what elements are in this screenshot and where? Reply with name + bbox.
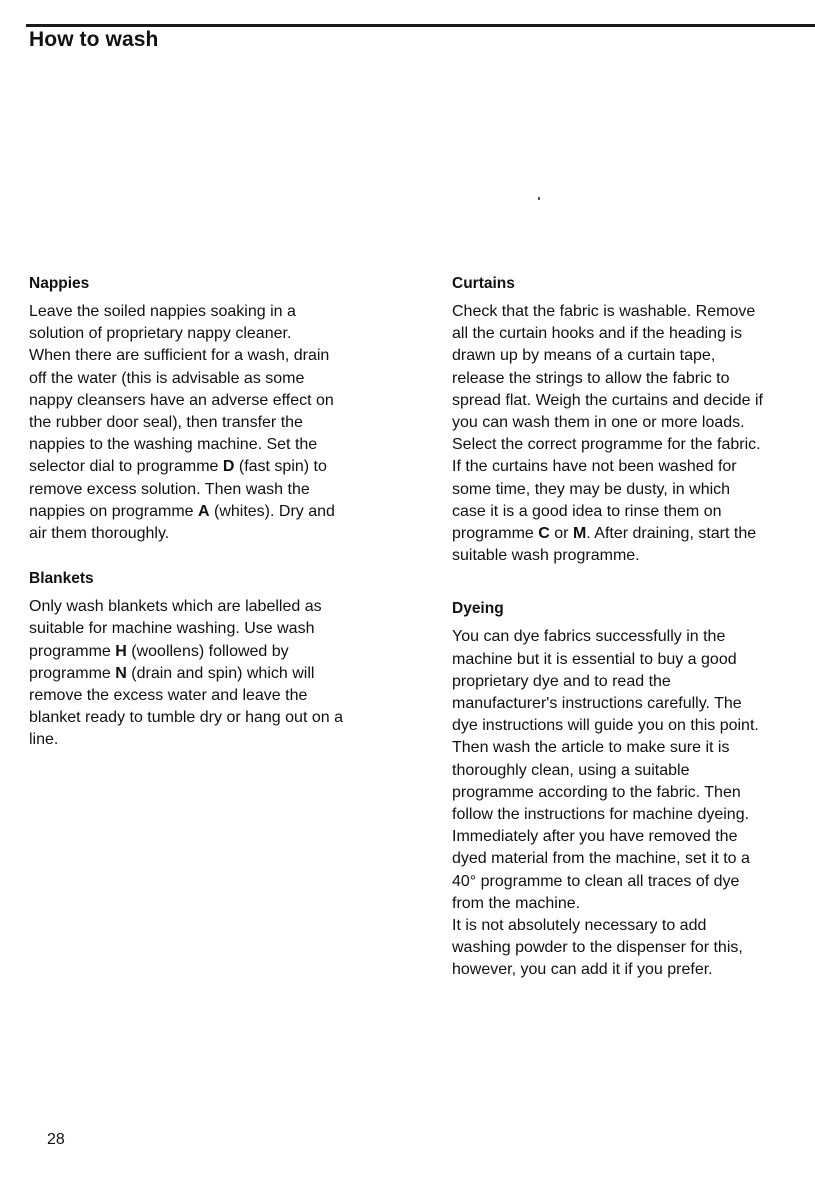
blankets-body: Only wash blankets which are labelled as suitable for machine washing. Use wash programme H (woollens) followed by programme N (drain and spin) which will remove the excess water and leave the blanket ready to tumble dry or hang out on a line. <box>29 598 343 749</box>
header-rule <box>26 24 815 27</box>
section-blankets <box>29 569 404 751</box>
section-dyeing <box>452 599 815 981</box>
curtains-body: Check that the fabric is washable. Remove all the curtain hooks and if the heading is drawn up by means of a curtain tape, release the strings to allow the fabric to spread flat. Weigh the curtains and decide if you can wash them in one or more loads. Select the correct programme for the fabric. If the curtains have not been washed for some time, they may be dusty, in which case it is a good idea to rinse them on programme C or M. After draining, start the suitable wash programme. <box>452 303 763 565</box>
nappies-body: Leave the soiled nappies soaking in a solution of proprietary nappy cleaner. When there are sufficient for a wash, drain off the water (this is advisable as some nappy cleansers have an adverse effect on the rubber door seal), then transfer the nappies to the washing machine. Set the selector dial to programme D (fast spin) to remove excess solution. Then wash the nappies on programme A (whites). Dry and air them thoroughly. <box>29 303 335 543</box>
dyeing-heading: Dyeing <box>452 600 504 618</box>
page-number: 28 <box>47 1131 65 1148</box>
dyeing-body: You can dye fabrics successfully in the machine but it is essential to buy a good proprietary dye and to read the manufacturer's instructions carefully. The dye instructions will guide you on this point. Then wash the article to make sure it is thoroughly clean, using a suitable programme according to the fabric. Then follow the instructions for machine dyeing. Immediately after you have removed the dyed material from the machine, set it to a 40° programme to clean all traces of dye from the machine. It is not absolutely necessary to add washing powder to the dispenser for this, however, you can add it if you prefer. <box>452 628 759 979</box>
page-title: How to wash <box>29 28 159 51</box>
blankets-heading: Blankets <box>29 570 94 588</box>
section-gap <box>452 567 815 599</box>
section-curtains <box>452 274 815 567</box>
scan-speck <box>538 197 540 200</box>
right-column <box>452 274 815 982</box>
section-gap <box>29 545 404 569</box>
left-column <box>29 274 404 752</box>
nappies-heading: Nappies <box>29 275 90 292</box>
section-nappies <box>29 274 404 545</box>
curtains-heading: Curtains <box>452 275 515 292</box>
